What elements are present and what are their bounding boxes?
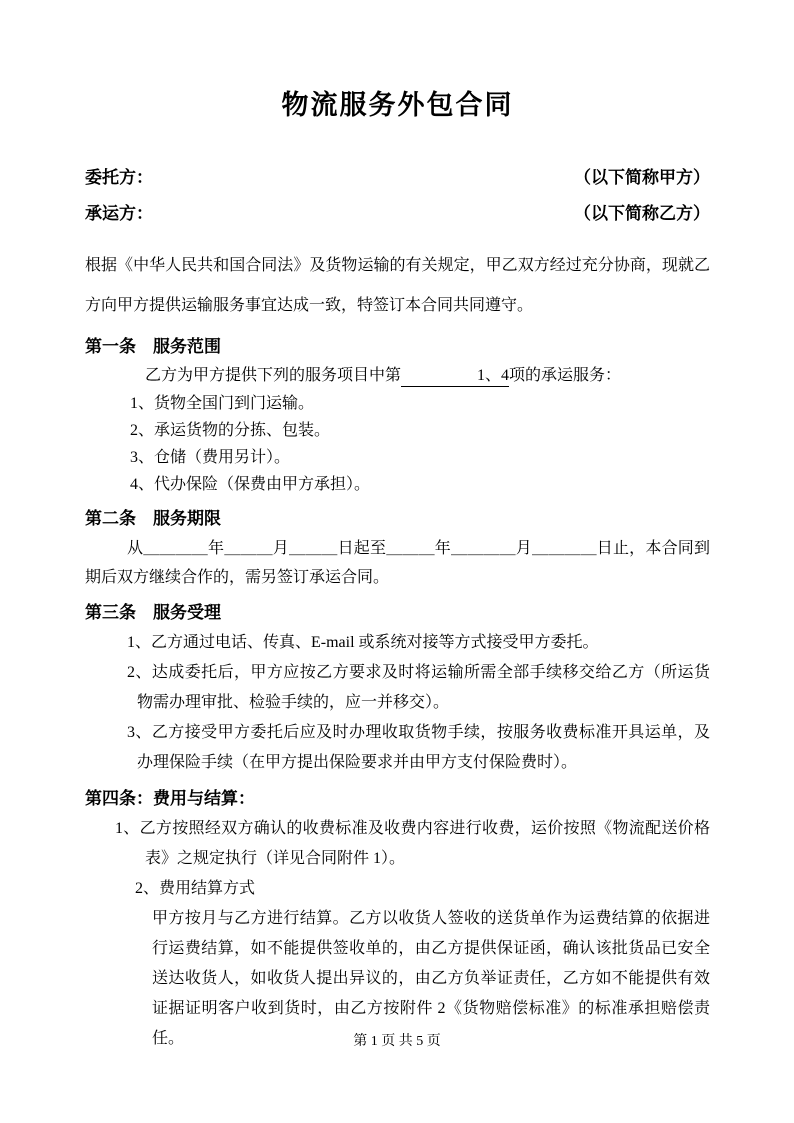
article1-heading: 第一条 服务范围 — [85, 337, 221, 356]
article1-item-3: 3、仓储（费用另计）。 — [130, 449, 291, 466]
article2-heading: 第二条 服务期限 — [85, 509, 221, 528]
article1-lead-prefix: 乙方为甲方提供下列的服务项目中第 — [145, 367, 402, 384]
article3-heading: 第三条 服务受理 — [85, 603, 221, 622]
article1-item-4: 4、代办保险（保费由甲方承担）。 — [130, 476, 371, 493]
article4-item-2-body: 甲方按月与乙方进行结算。乙方以收货人签收的送货单作为运费结算的依据进行运费结算，如不能提供签收单的，由乙方提供保证函，确认该批货品已安全送达收货人，如收货人提出异议的，由乙方负举证责任，乙方如不能提供有效证据证明客户收到货时，由乙方按附件 2《货物赔偿标准》的标准承担赔偿责任。 — [152, 910, 710, 1047]
article1-item-2: 2、承运货物的分拣、包装。 — [130, 422, 331, 439]
article3-item-1: 1、乙方通过电话、传真、E-mail 或系统对接等方式接受甲方委托。 — [127, 634, 599, 651]
article1-item-1: 1、货物全国门到门运输。 — [130, 395, 315, 412]
article1-lead-suffix: 项的承运服务： — [509, 367, 622, 384]
consignor-alias: （以下简称甲方） — [574, 168, 710, 187]
article1-lead-filled-blank: 1、4 — [401, 366, 509, 387]
article4-item-2-label: 2、费用结算方式 — [135, 880, 256, 897]
party-row-consignor — [85, 160, 710, 196]
article4-item-1: 1、乙方按照经双方确认的收费标准及收费内容进行收费，运价按照《物流配送价格表》之规定执行（详见合同附件 1）。 — [115, 820, 710, 867]
article3-item-2: 2、达成委托后，甲方应按乙方要求及时将运输所需全部手续移交给乙方（所运货物需办理审批、检验手续的，应一并移交）。 — [127, 664, 710, 711]
article1-lead — [85, 362, 710, 390]
article4-heading: 第四条：费用与结算： — [85, 789, 255, 808]
carrier-alias: （以下简称乙方） — [574, 204, 710, 223]
carrier-label: 承运方： — [85, 204, 153, 223]
article2-body: 从＿＿＿＿年＿＿＿月＿＿＿日起至＿＿＿年＿＿＿＿月＿＿＿＿日止，本合同到期后双方继续合作的，需另签订承运合同。 — [85, 540, 710, 586]
page-number-footer: 第 1 页 共 5 页 — [353, 1034, 441, 1049]
document-title: 物流服务外包合同 — [281, 90, 514, 120]
party-row-carrier — [85, 196, 710, 232]
preamble-paragraph: 根据《中华人民共和国合同法》及货物运输的有关规定，甲乙双方经过充分协商，现就乙方向甲方提供运输服务事宜达成一致，特签订本合同共同遵守。 — [85, 257, 710, 314]
consignor-label: 委托方： — [85, 168, 153, 187]
article3-item-3: 3、乙方接受甲方委托后应及时办理收取货物手续，按服务收费标准开具运单，及办理保险手续（在甲方提出保险要求并由甲方支付保险费时）。 — [127, 724, 710, 771]
